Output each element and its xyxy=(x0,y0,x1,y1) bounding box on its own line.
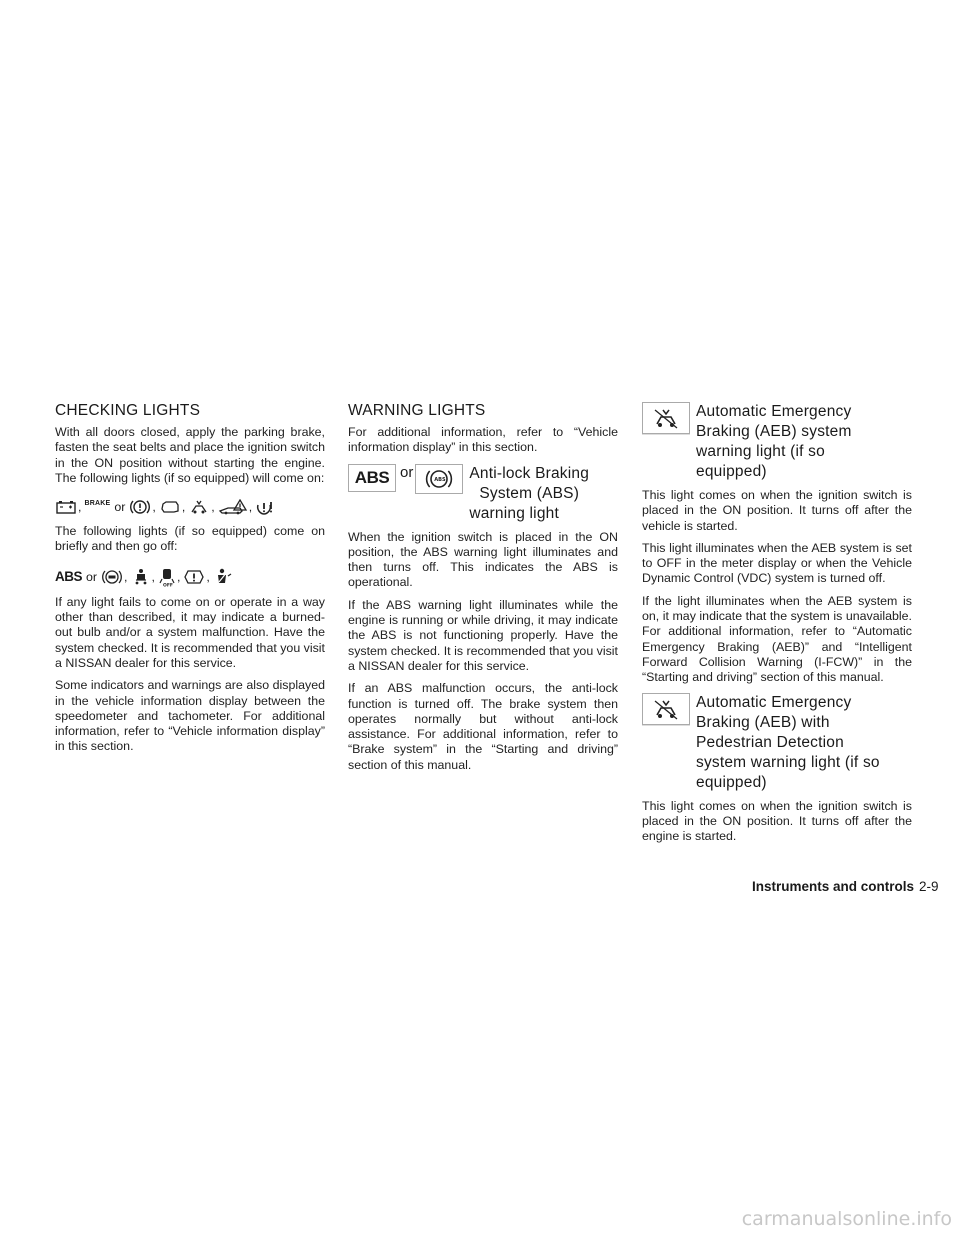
checking-lights-column xyxy=(55,402,325,762)
comma: , xyxy=(78,500,82,515)
checking-lights-heading: CHECKING LIGHTS xyxy=(55,402,201,419)
comma: , xyxy=(124,569,128,584)
aeb-pedestrian-heading xyxy=(642,693,912,793)
aeb-heading-line: equipped) xyxy=(696,463,767,480)
seatbelt-icon xyxy=(213,568,233,586)
master-warning-icon xyxy=(183,568,205,586)
aeb-pedestrian-icon xyxy=(642,693,690,725)
warning-lights-intro: For additional information, refer to “Vehicle information display” in this section. xyxy=(348,425,618,455)
abs-heading-line: Anti-lock Braking xyxy=(469,464,590,482)
aeb-ped-heading-line: Automatic Emergency xyxy=(696,693,852,711)
aeb-ped-on-text: This light comes on when the ignition switch is placed in the ON position. It turns off after the engine is started. xyxy=(642,798,912,844)
battery-icon xyxy=(55,499,77,515)
brake-text-icon: BRAKE xyxy=(84,499,111,507)
checking-lights-intro: With all doors closed, apply the parking brake, fasten the seat belts and place the ignition switch in the ON position without starting the engine. The following lights (if so equipped) will come on: xyxy=(55,425,325,485)
aeb-heading-line: Braking (AEB) system xyxy=(696,423,852,440)
aeb-ped-heading-line: equipped) xyxy=(696,773,767,791)
or-text: or xyxy=(400,463,414,481)
airbag-seat-icon xyxy=(131,568,151,586)
lights-display-text: Some indicators and warnings are also displayed in the vehicle information display between the speedometer and tachometer. For additional information, refer to “Vehicle information display” in this section. xyxy=(55,678,325,754)
charge-icon xyxy=(159,499,181,515)
vdc-off-icon xyxy=(158,567,176,587)
comma: , xyxy=(211,500,215,515)
aeb-icon xyxy=(188,499,210,515)
or-text: or xyxy=(86,569,98,584)
abs-malfunction-text: If the ABS warning light illuminates while the engine is running or while driving, it may indicate the ABS is not functioning properly. Have the system checked. It is recommended that you visit a NISSAN dealer for this service. xyxy=(348,597,618,673)
svg-text:OFF: OFF xyxy=(162,583,173,587)
aeb-ped-heading-line: system warning light (if so xyxy=(696,753,880,771)
aeb-off-text: This light illuminates when the AEB system is set to OFF in the meter display or when the Vehicle Dynamic Control (VDC) system is turned off. xyxy=(642,540,912,586)
abs-text-icon: ABS xyxy=(348,464,396,492)
abs-circle-icon xyxy=(415,464,463,494)
lights-brief-icon-row xyxy=(55,567,325,587)
tire-pressure-icon xyxy=(255,499,275,515)
aeb-on-text: This light comes on when the ignition switch is placed in the ON position. It turns off after the vehicle is started. xyxy=(642,488,912,533)
footer-page-number: 2-9 xyxy=(919,879,939,894)
or-text: or xyxy=(114,500,126,515)
comma: , xyxy=(176,569,181,584)
brake-circle-icon xyxy=(129,498,151,516)
lights-brief-text: The following lights (if so equipped) come on briefly and then go off: xyxy=(55,524,325,554)
page-footer xyxy=(752,879,939,894)
lights-fail-text: If any light fails to come on or operate in a way other than described, it may indicate a burned-out bulb and/or a system malfunction. Have the system checked. It is recommended that you visit a NISSAN dealer for this service. xyxy=(55,594,325,670)
comma: , xyxy=(152,500,156,515)
comma: , xyxy=(151,569,155,584)
aeb-warning-icon xyxy=(642,402,690,434)
warning-lights-column xyxy=(348,402,618,780)
aeb-heading-line: Automatic Emergency xyxy=(696,403,852,420)
abs-heading-line: System (ABS) xyxy=(479,484,580,502)
warning-lights-heading: WARNING LIGHTS xyxy=(348,402,486,419)
footer-section-title: Instruments and controls xyxy=(752,879,915,894)
aeb-column xyxy=(642,402,912,851)
comma: , xyxy=(248,500,253,515)
svg-text:ABS: ABS xyxy=(434,476,446,483)
abs-off-text: If an ABS malfunction occurs, the anti-lock function is turned off. The brake system then operates normally but without anti-lock assistance. For additional information, refer to “Brake system” in the “Starting and driving” section of this manual. xyxy=(348,681,618,772)
abs-heading-line: warning light xyxy=(469,504,559,522)
aeb-unavailable-text: If the light illuminates when the AEB system is on, it may indicate that the system is unavailable. For additional information, refer to “Automatic Emergency Braking (AEB)” and “Intelligent Forward Collision Warning (I-FCW)” in the “Starting and driving” section of this manual. xyxy=(642,593,912,685)
comma: , xyxy=(206,569,210,584)
comma: , xyxy=(181,500,186,515)
abs-operational-text: When the ignition switch is placed in the ON position, the ABS warning light illuminates and then turns off. This indicates the ABS is operational. xyxy=(348,529,618,590)
abs-text-icon: ABS xyxy=(55,569,83,585)
aeb-ped-heading-line: Pedestrian Detection xyxy=(696,733,844,751)
engine-warning-icon xyxy=(218,499,248,515)
aeb-warning-heading xyxy=(642,402,912,482)
aeb-heading-line: warning light (if so xyxy=(696,443,825,460)
watermark: carmanualsonline.info xyxy=(741,1208,952,1230)
abs-circle-icon xyxy=(101,568,123,586)
abs-warning-heading xyxy=(348,464,618,524)
lights-on-icon-row xyxy=(55,498,325,516)
aeb-ped-heading-line: Braking (AEB) with xyxy=(696,713,830,731)
